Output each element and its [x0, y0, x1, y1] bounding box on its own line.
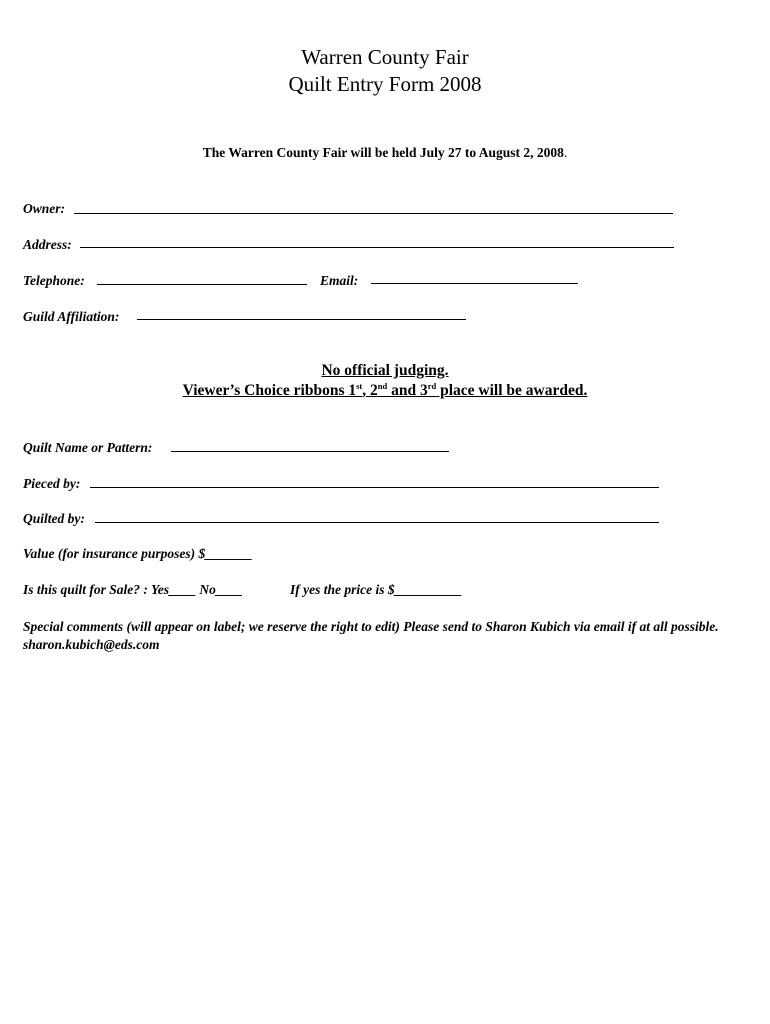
insurance-value-field[interactable]: Value (for insurance purposes) $_______ — [23, 546, 253, 561]
ordinal-st: st — [356, 381, 363, 391]
telephone-field-line[interactable] — [97, 284, 307, 285]
pieced-by-label: Pieced by: — [23, 476, 81, 491]
notice-suffix: place will be awarded. — [436, 382, 588, 399]
guild-affiliation-field-line[interactable] — [137, 319, 466, 320]
sale-price-field[interactable]: If yes the price is $__________ — [290, 582, 463, 597]
notice-sep2: and 3 — [387, 382, 428, 399]
form-title-line2: Quilt Entry Form 2008 — [288, 72, 482, 96]
owner-label: Owner: — [23, 201, 66, 216]
fair-dates-text: The Warren County Fair will be held July 27 to August 2, 2008 — [202, 145, 564, 160]
notice-sep1: , 2 — [362, 382, 378, 399]
notice-prefix: Viewer’s Choice ribbons 1 — [182, 382, 357, 399]
quilted-by-label: Quilted by: — [23, 511, 85, 526]
guild-affiliation-label: Guild Affiliation: — [23, 309, 120, 324]
email-field-line[interactable] — [371, 283, 578, 284]
fair-dates-period: . — [563, 145, 568, 160]
telephone-label: Telephone: — [23, 273, 85, 288]
for-sale-field[interactable]: Is this quilt for Sale? : Yes____ No____ — [23, 582, 243, 597]
special-comments-instructions: Special comments (will appear on label; we reserve the right to edit) Please send to Sharon Kubich via email if at all possible. sharon.kubich@eds.com — [23, 619, 719, 652]
quilt-name-label: Quilt Name or Pattern: — [23, 440, 153, 455]
owner-field-line[interactable] — [74, 213, 673, 214]
fair-dates-statement — [0, 145, 770, 161]
viewers-choice-notice — [0, 382, 770, 400]
quilted-by-field-line[interactable] — [95, 522, 659, 523]
ordinal-nd: nd — [377, 381, 388, 391]
address-label: Address: — [23, 237, 72, 252]
form-title-line1: Warren County Fair — [301, 45, 469, 69]
pieced-by-field-line[interactable] — [90, 487, 659, 488]
quilt-name-field-line[interactable] — [171, 451, 449, 452]
no-judging-notice: No official judging. — [321, 362, 449, 379]
email-label: Email: — [320, 273, 359, 288]
address-field-line[interactable] — [80, 247, 674, 248]
ordinal-rd: rd — [427, 381, 437, 391]
